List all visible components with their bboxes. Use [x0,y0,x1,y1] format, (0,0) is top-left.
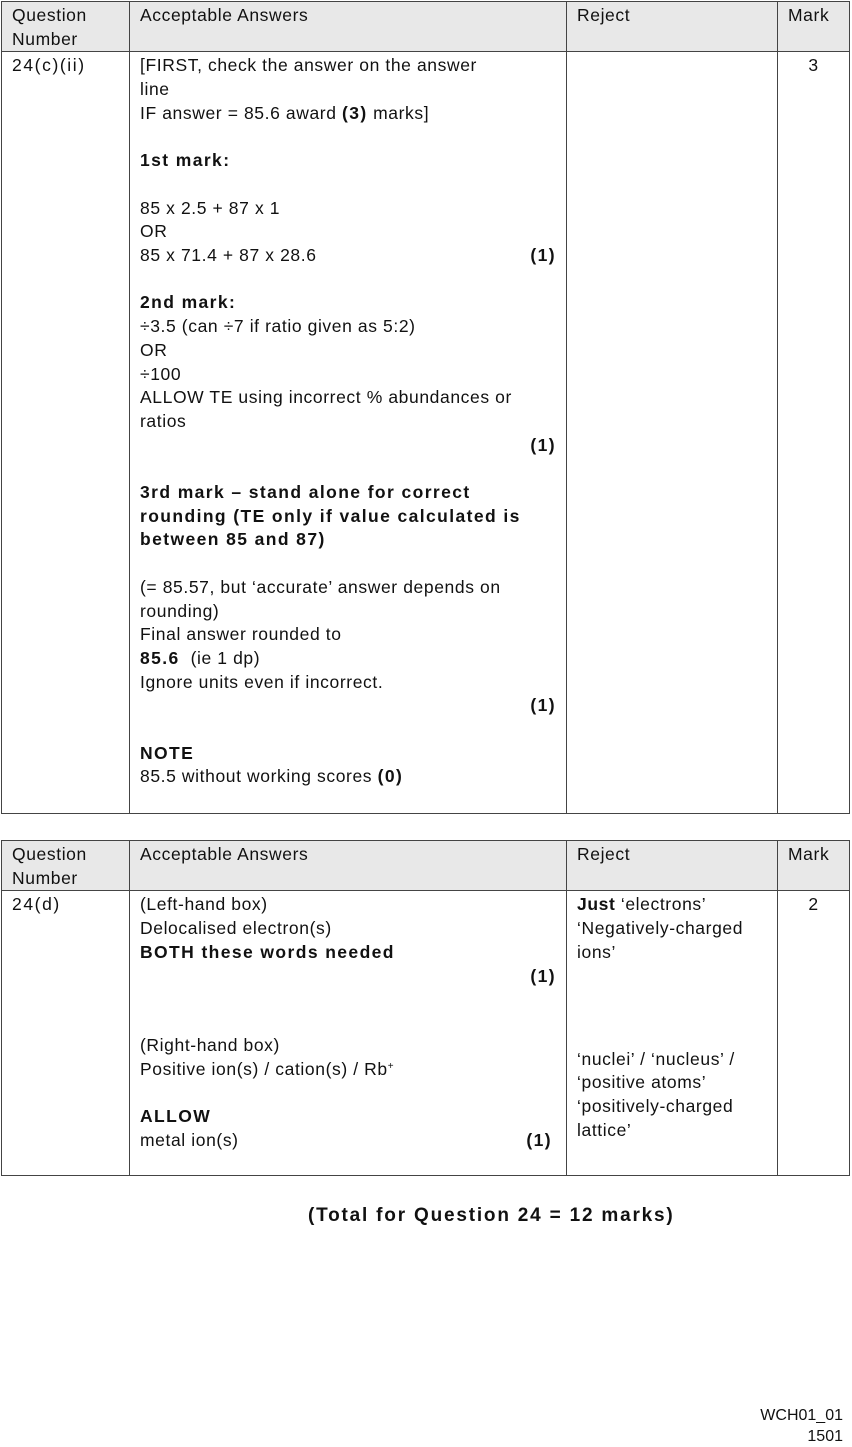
mark-score: (1) [530,434,556,455]
answer-line: (= 85.57, but ‘accurate’ answer depends on rounding) [140,576,501,621]
answer-line: ALLOW TE using incorrect % abundances or ratios [140,387,512,431]
header-reject: Reject [567,841,778,891]
mark-score: (1) [526,1129,552,1150]
paper-number: 1501 [807,1428,843,1445]
answer-line: line [140,79,170,100]
header-acceptable-answers: Acceptable Answers [130,841,567,891]
question-number: 24(d) [2,891,130,1176]
answer-line [140,647,556,671]
answer-line: OR [140,339,168,360]
answer-line [140,244,556,268]
question-total: (Total for Question 24 = 12 marks) [308,1205,675,1226]
answer-line: ÷100 [140,363,182,384]
reject-line: ‘positive atoms’ [577,1072,707,1093]
answer-line: 85 x 2.5 + 87 x 1 [140,197,281,218]
acceptable-answers-cell [130,52,567,814]
table-row [2,891,850,1176]
answer-text: (ie 1 dp) [179,647,261,668]
reject-line [577,893,767,917]
answer-line: Ignore units even if incorrect. [140,671,384,692]
reject-emphasis: Just [577,894,616,915]
answer-line: Delocalised electron(s) [140,918,332,939]
header-reject: Reject [567,2,778,52]
table-header-row [2,841,850,891]
answer-text: metal ion(s) [140,1129,239,1150]
answer-line [140,1129,556,1153]
mark-score: (1) [530,695,556,716]
answer-note: BOTH these words needed [140,941,395,962]
reject-line: ‘nuclei’ / ‘nucleus’ / [577,1048,735,1069]
answer-line: OR [140,221,168,242]
acceptable-answers-cell [130,891,567,1176]
reject-cell [567,52,778,814]
mark-score: (1) [530,965,556,986]
answer-text: marks] [367,102,430,123]
award-marks: (3) [342,102,368,123]
paper-code: WCH01_01 [760,1407,843,1424]
reject-cell [567,891,778,1176]
second-mark-heading: 2nd mark: [140,292,237,313]
answer-text: IF answer = 85.6 award [140,102,343,123]
answer-text: 85 x 71.4 + 87 x 28.6 [140,245,317,265]
charge-superscript: + [387,1060,395,1072]
answer-text: 85.5 without working scores [140,766,378,787]
header-acceptable-answers: Acceptable Answers [130,2,567,52]
header-question-number: Question Number [2,841,130,891]
question-number: 24(c)(ii) [2,52,130,814]
reject-text: ‘electrons’ [615,894,707,915]
answer-line [140,1058,556,1082]
reject-line: ‘Negatively-charged ions’ [577,918,744,962]
mark-cell: 2 [778,891,850,1176]
mark-scheme-table-24d [1,840,850,1176]
note-score: (0) [377,766,404,787]
third-mark-heading: 3rd mark – stand alone for correct rounding (TE only if value calculated is between 85 and 87) [140,482,521,550]
answer-line: Final answer rounded to [140,624,342,645]
table-header-row [2,2,850,52]
answer-line: [FIRST, check the answer on the answer [140,55,477,76]
answer-text: Positive ion(s) / cation(s) / Rb [140,1058,388,1079]
table-row [2,52,850,814]
answer-line [140,102,556,126]
note-heading: NOTE [140,742,195,763]
first-mark-heading: 1st mark: [140,150,231,171]
answer-line: ÷3.5 (can ÷7 if ratio given as 5:2) [140,316,416,337]
mark-scheme-table-24c-ii [1,1,850,814]
mark-cell: 3 [778,52,850,814]
answer-line: (Right-hand box) [140,1034,280,1055]
answer-line: (Left-hand box) [140,894,268,915]
header-mark: Mark [778,841,850,891]
answer-line [140,765,556,789]
header-mark: Mark [778,2,850,52]
header-question-number: Question Number [2,2,130,52]
final-answer: 85.6 [140,647,180,668]
mark-score: (1) [530,245,556,265]
allow-heading: ALLOW [140,1106,212,1126]
reject-line: ‘positively-charged lattice’ [577,1095,734,1140]
page-footer [760,1405,843,1447]
